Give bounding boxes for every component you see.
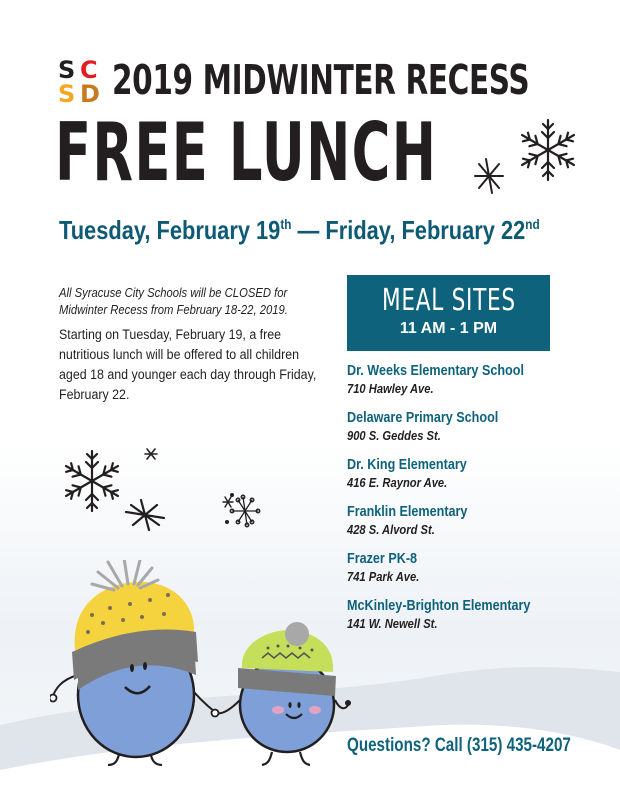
meal-sites-heading: MEAL SITES <box>381 283 516 318</box>
contact-phone: Questions? Call (315) 435-4207 <box>347 735 571 756</box>
lunch-description: Starting on Tuesday, February 19, a free nutritious lunch will be offered to all children aged 18 and younger each day through Friday, February 22. <box>59 327 317 402</box>
snowflake-cluster-top <box>465 110 590 195</box>
snowflake-icon <box>519 120 577 180</box>
site-item <box>347 549 587 596</box>
snowflake-cluster-middle <box>55 440 285 540</box>
meal-sites-header <box>347 275 550 351</box>
closure-notice: All Syracuse City Schools will be CLOSED for Midwinter Recess from February 18-22, 2019. <box>59 286 288 317</box>
end-date: Friday, February 22 <box>325 215 526 245</box>
site-item <box>347 502 587 549</box>
site-name: Delaware Primary School <box>347 409 499 426</box>
site-address: 416 E. Raynor Ave. <box>347 475 448 490</box>
winter-characters-illustration <box>50 560 370 780</box>
meal-hours: 11 AM - 1 PM <box>399 320 498 337</box>
site-address: 741 Park Ave. <box>347 569 420 584</box>
logo-letter-d: D <box>80 80 100 104</box>
logo-letter-s2: S <box>58 80 76 104</box>
site-name: Franklin Elementary <box>347 503 468 520</box>
small-snowflake-icon <box>145 449 157 459</box>
logo-letter-c: C <box>80 58 98 84</box>
site-address: 141 W. Newell St. <box>347 616 438 631</box>
site-item <box>347 596 587 643</box>
start-date: Tuesday, February 19 <box>59 215 281 245</box>
date-separator: — <box>291 215 326 245</box>
start-date-suffix: th <box>280 216 292 232</box>
end-date-suffix: nd <box>525 216 540 232</box>
star-snowflake-icon <box>475 159 503 193</box>
site-item <box>347 408 587 455</box>
logo-letter-s: S <box>58 58 76 84</box>
intro-section <box>59 285 339 405</box>
site-name: Frazer PK-8 <box>347 550 418 567</box>
big-character <box>50 560 215 765</box>
site-name: Dr. King Elementary <box>347 456 467 473</box>
site-address: 900 S. Geddes St. <box>347 428 441 443</box>
event-title: 2019 MIDWINTER RECESS <box>112 56 530 104</box>
dotted-snowflake-icon <box>230 495 260 527</box>
tiny-snowflake-icon <box>223 497 233 507</box>
site-name: McKinley-Brighton Elementary <box>347 597 531 614</box>
headline: FREE LUNCH <box>55 106 438 199</box>
snowflake-icon <box>63 451 121 511</box>
site-name: Dr. Weeks Elementary School <box>347 362 524 379</box>
site-address: 428 S. Alvord St. <box>347 522 435 537</box>
meal-sites-list <box>347 361 587 643</box>
date-range <box>59 207 540 247</box>
site-address: 710 Hawley Ave. <box>347 381 434 396</box>
site-item <box>347 361 587 408</box>
star-snowflake-icon <box>126 500 164 530</box>
scsd-logo <box>58 58 104 104</box>
site-item <box>347 455 587 502</box>
small-character <box>212 622 352 765</box>
